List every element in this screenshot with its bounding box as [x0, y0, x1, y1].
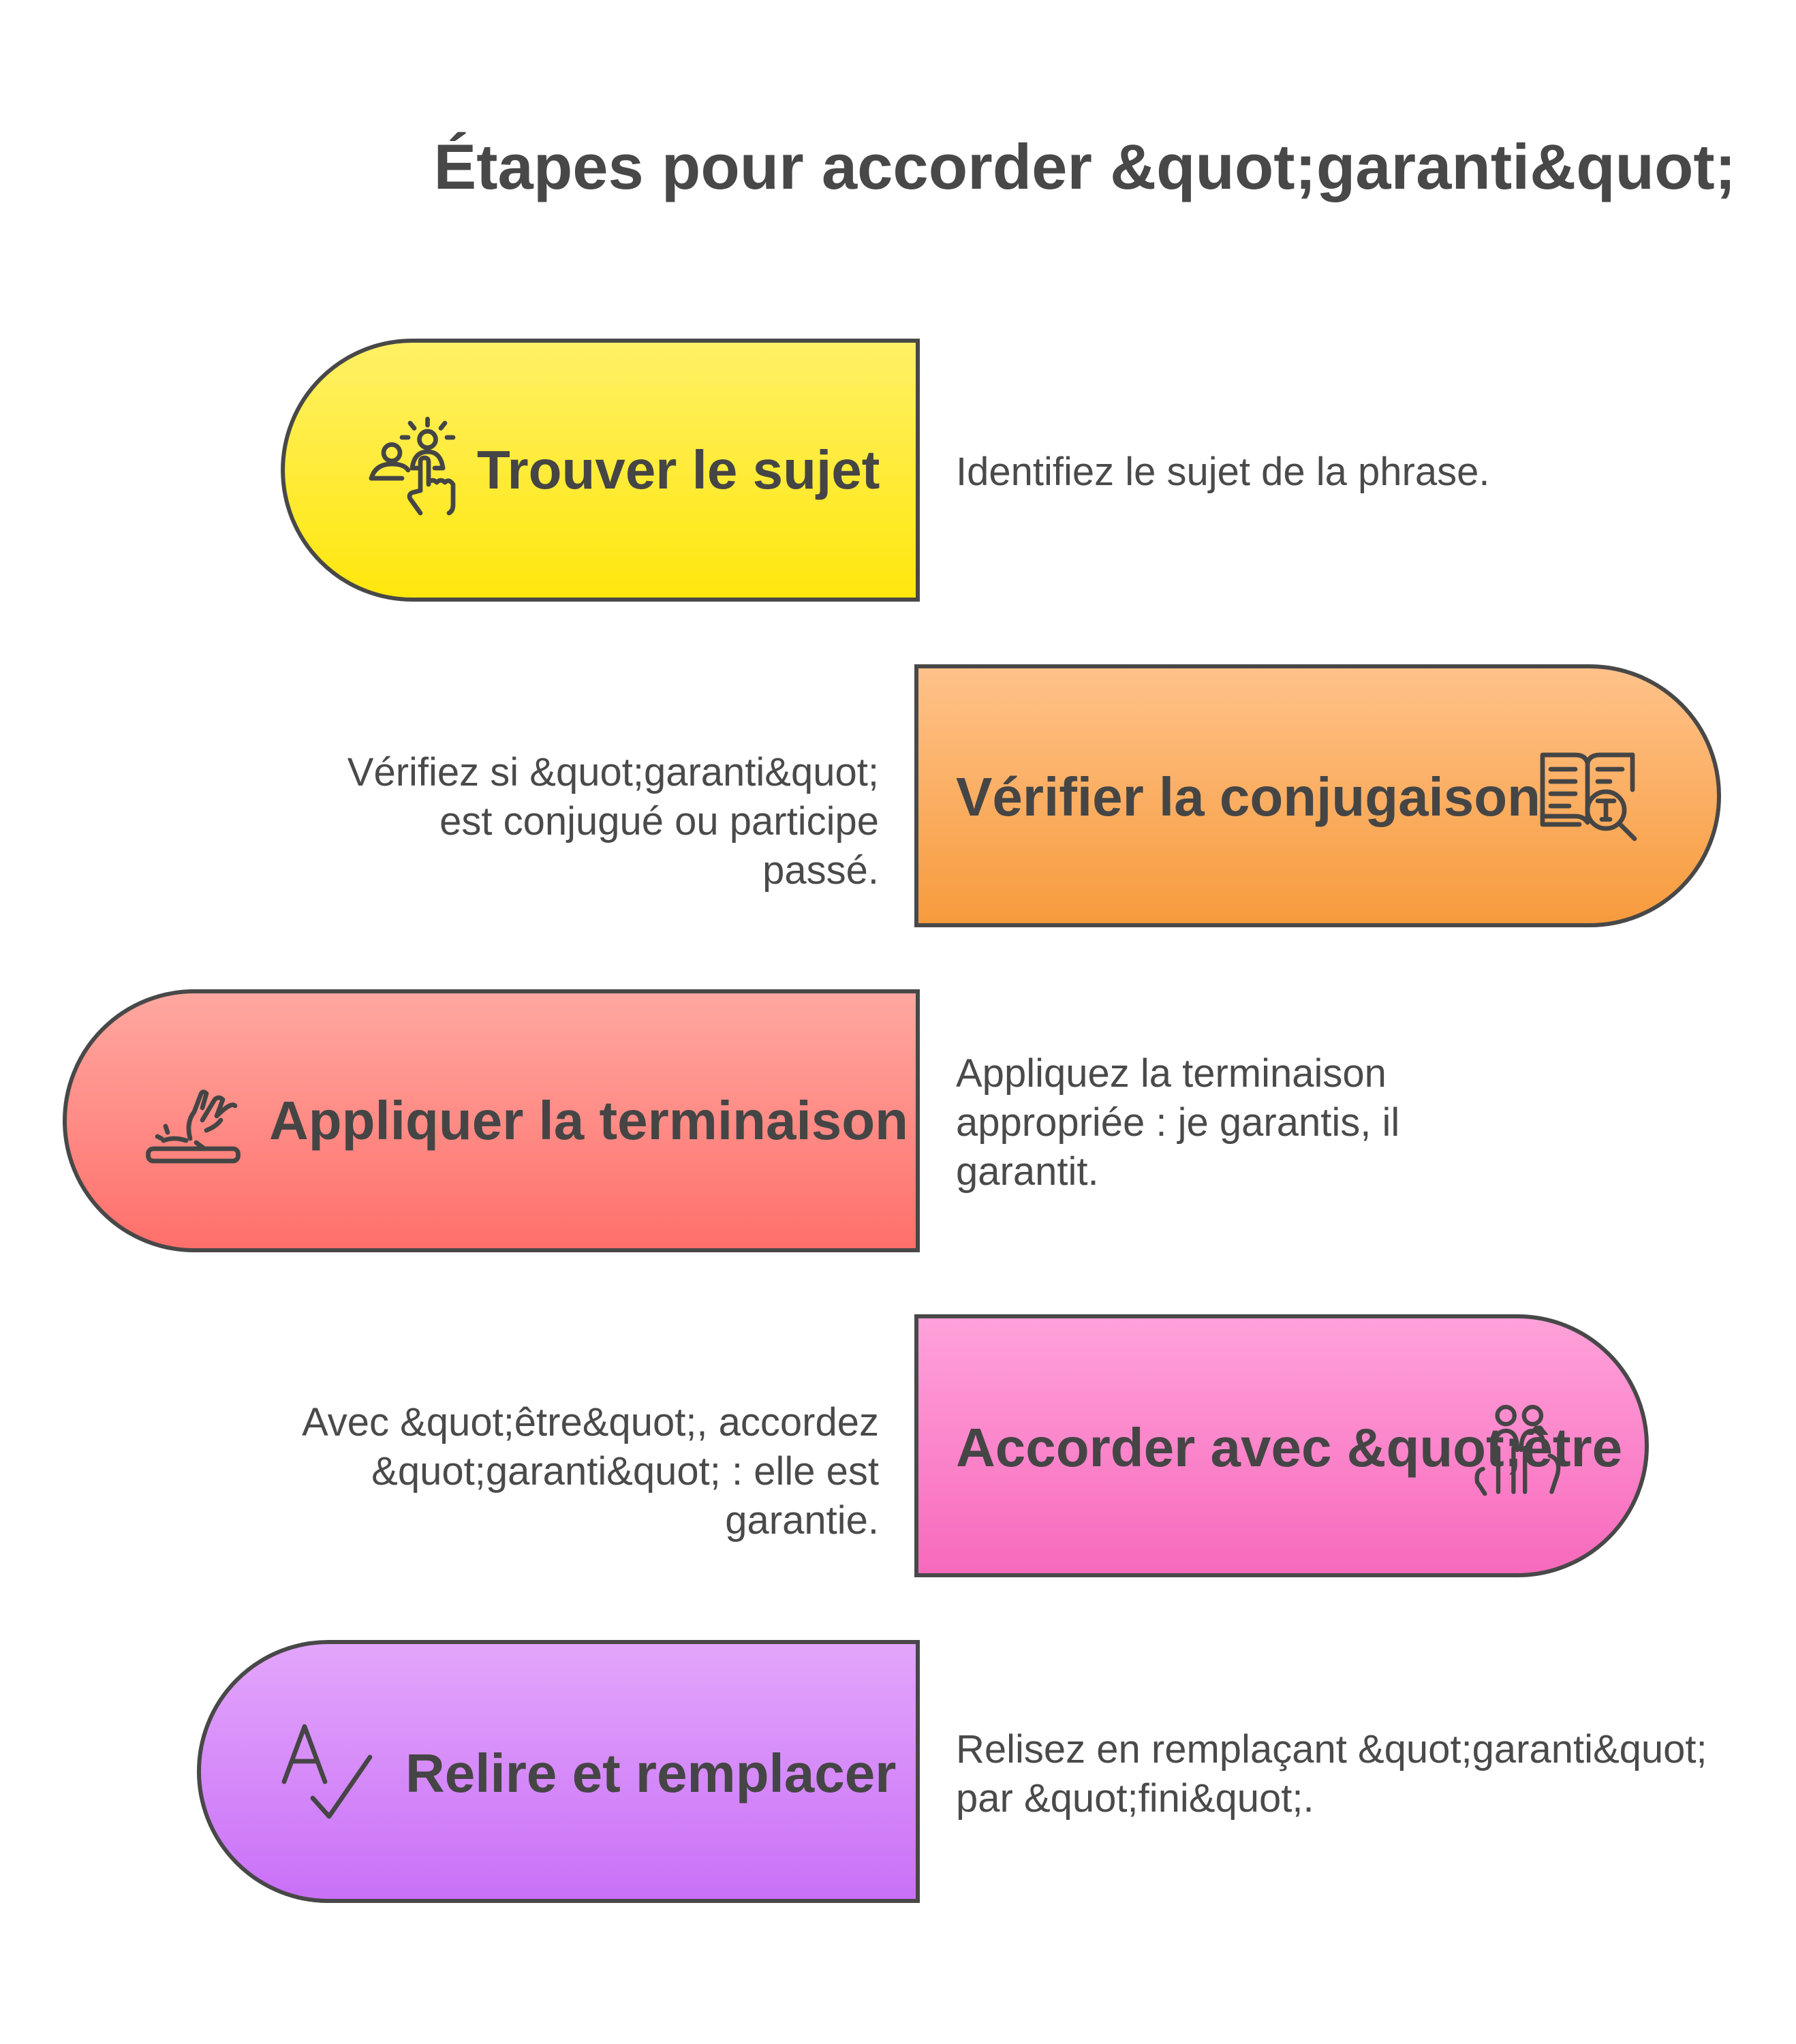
step-2-label: Vérifier la conjugaison: [956, 766, 1541, 827]
step-1-description: Identifiez le sujet de la phrase.: [956, 450, 1490, 494]
person-pointing-icon: [361, 419, 463, 521]
diagram-title: Étapes pour accorder &quot;garanti&quot;: [433, 131, 1736, 202]
book-search-icon: [1538, 745, 1641, 847]
step-3-description: Appliquez la terminaison appropriée : je garantis, il garantit.: [956, 1051, 1400, 1194]
hand-apply-icon: [140, 1075, 249, 1177]
step-4-label: Accorder avec &quot;être: [956, 1417, 1623, 1478]
step-3-label: Appliquer la terminaison: [269, 1090, 908, 1151]
step-2-description: Vérifiez si &quot;garanti&quot; est conjugué ou participe passé.: [347, 750, 879, 893]
step-4-description: Avec &quot;être&quot;, accordez &quot;garanti&quot; : elle est garantie.: [302, 1400, 879, 1543]
group-people-icon: [1466, 1402, 1568, 1498]
step-1-label: Trouver le sujet: [477, 439, 880, 500]
step-5-label: Relire et remplacer: [405, 1743, 897, 1803]
step-5-description: Relisez en remplaçant &quot;garanti&quot; par &quot;fini&quot;.: [956, 1727, 1707, 1821]
spell-check-icon: [276, 1722, 378, 1825]
